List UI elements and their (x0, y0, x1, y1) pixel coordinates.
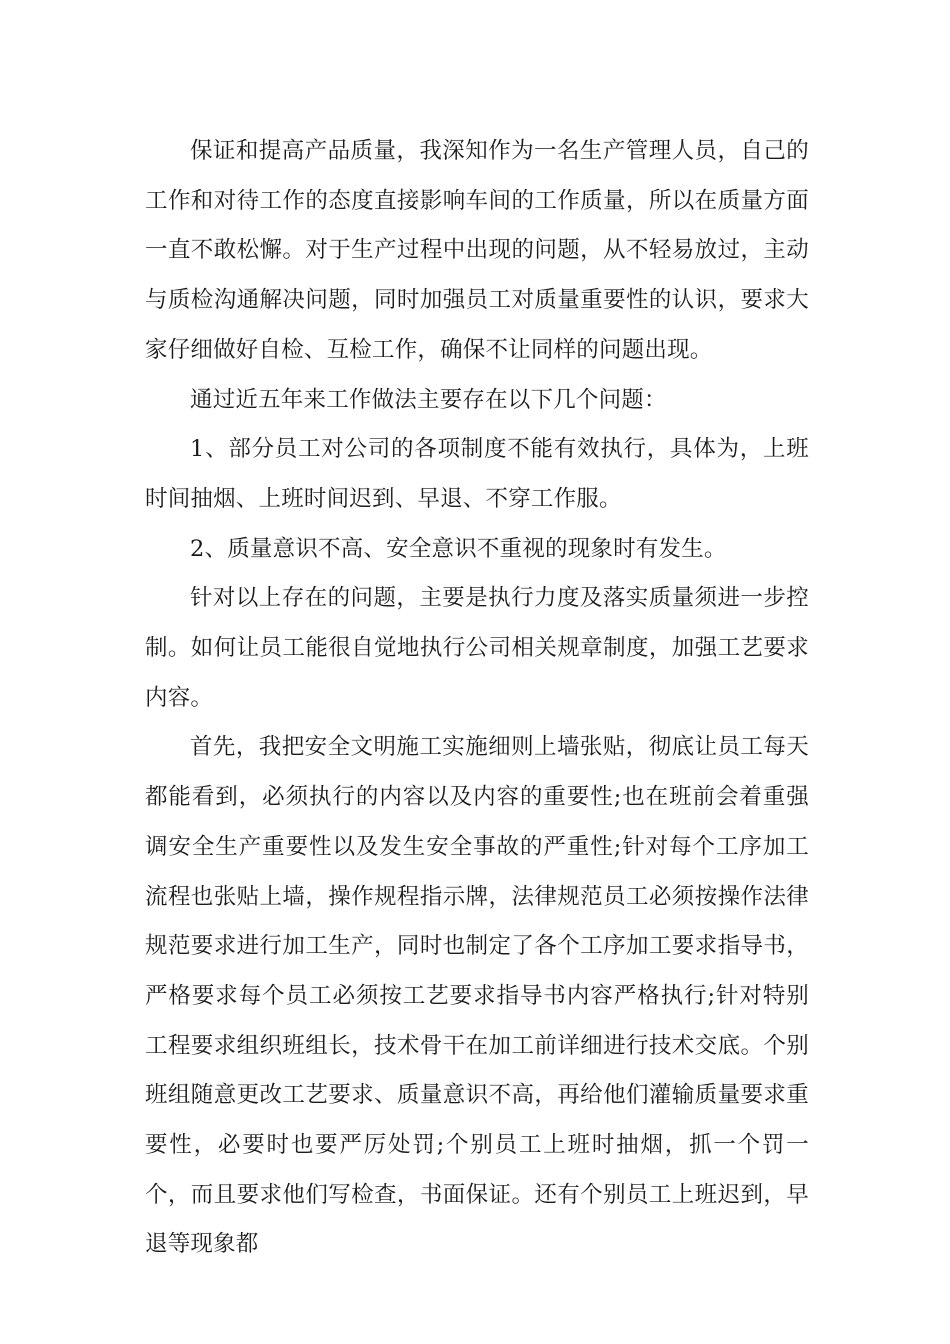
paragraph-problem-2: 2、质量意识不高、安全意识不重视的现象时有发生。 (190, 535, 727, 562)
paragraph-problem-1: 1、部分员工对公司的各项制度不能有效执行，具体为，上班时间抽烟、上班时间迟到、早退、不穿工作服。 (145, 436, 809, 512)
document-body (145, 127, 809, 1270)
paragraph-quality: 保证和提高产品质量，我深知作为一名生产管理人员，自己的工作和对待工作的态度直接影响车间的工作质量，所以在质量方面一直不敢松懈。对于生产过程中出现的问题，从不轻易放过，主动与质检沟通解决问题，同时加强员工对质量重要性的认识，要求大家仔细做好自检、互检工作，确保不让同样的问题出现。 (145, 138, 809, 363)
paragraph-problems-intro: 通过近五年来工作做法主要存在以下几个问题： (190, 386, 667, 413)
paragraph-response: 针对以上存在的问题，主要是执行力度及落实质量须进一步控制。如何让员工能很自觉地执行公司相关规章制度，加强工艺要求内容。 (145, 585, 809, 711)
paragraph-first-measures: 首先，我把安全文明施工实施细则上墙张贴，彻底让员工每天都能看到，必须执行的内容以及内容的重要性;也在班前会着重强调安全生产重要性以及发生安全事故的严重性;针对每个工序加工流程也张贴上墙，操作规程指示牌，法律规范员工必须按操作法律规范要求进行加工生产，同时也制定了各个工序加工要求指导书，严格要求每个员工必须按工艺要求指导书内容严格执行;针对特别工程要求组织班组长，技术骨干在加工前详细进行技术交底。个别班组随意更改工艺要求、质量意识不高，再给他们灌输质量要求重要性，必要时也要严厉处罚;个别员工上班时抽烟，抓一个罚一个，而且要求他们写检查，书面保证。还有个别员工上班迟到，早退等现象都 (145, 734, 809, 1258)
